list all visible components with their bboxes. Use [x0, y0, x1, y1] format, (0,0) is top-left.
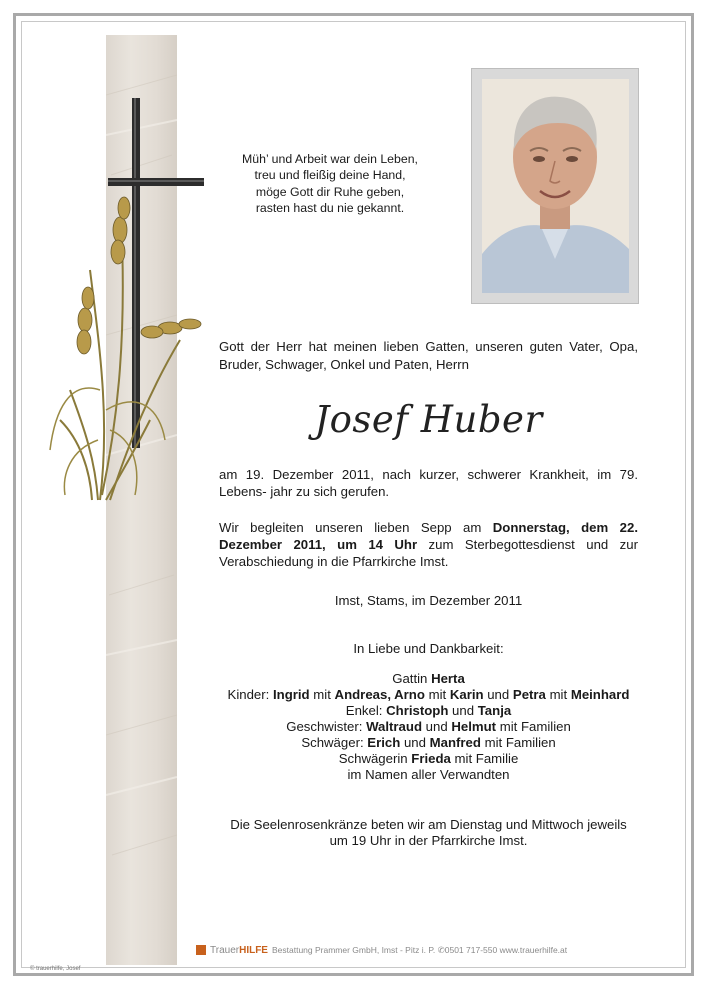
logo-trauer: Trauer	[210, 944, 240, 956]
connector: mit	[545, 687, 571, 702]
rosary-line: um 19 Uhr in der Pfarrkirche Imst.	[329, 833, 528, 848]
suffix: mit Familien	[480, 735, 556, 750]
mourner-name: Herta	[431, 671, 465, 686]
mourner-line	[219, 735, 638, 751]
deceased-name: Josef Huber	[314, 398, 543, 441]
funeral-notice	[219, 519, 638, 570]
closing-line: In Liebe und Dankbarkeit:	[353, 641, 504, 656]
death-notice: am 19. Dezember 2011, nach kurzer, schwerer Krankheit, im 79. Lebens- jahr zu sich gerufen.	[219, 467, 638, 499]
connector: und	[448, 703, 478, 718]
suffix: mit Familie	[450, 751, 519, 766]
portrait-photo	[482, 79, 629, 293]
label: Enkel:	[345, 703, 387, 718]
logo-hilfe: HILFE	[239, 944, 268, 956]
logo-icon	[196, 945, 206, 955]
corner-credit: © trauerhilfe, Josef	[30, 966, 81, 972]
poem-line: rasten hast du nie gekannt.	[255, 201, 405, 216]
footer-text: Bestattung Prammer GmbH, Imst - Pitz i. P. ✆0501 717-550 www.trauerhilfe.at	[271, 944, 568, 955]
mourner-line	[219, 671, 638, 687]
mourner-name: Erich	[367, 735, 401, 750]
label: Geschwister:	[286, 719, 367, 734]
funeral-suffix: zum Sterbegottesdienst und zur Verabschiedung in die Pfarrkirche Imst.	[219, 537, 638, 569]
connector: und	[422, 719, 452, 734]
rosary-line: Die Seelenrosenkränze beten wir am Dienstag und Mittwoch jeweils	[230, 817, 627, 832]
intro-text: Gott der Herr hat meinen lieben Gatten, unseren guten Vater, Opa, Bruder, Schwager, Onkel und Paten, Herrn	[219, 339, 638, 372]
mourners-list	[219, 671, 638, 783]
funeral-date: Donnerstag, dem 22. Dezember 2011, um 14 Uhr	[219, 520, 638, 552]
mourner-name: Ingrid	[272, 687, 310, 702]
portrait-frame	[471, 68, 639, 304]
mourner-name: Petra	[512, 687, 546, 702]
footer	[196, 943, 567, 957]
suffix: mit Familien	[496, 719, 571, 734]
mourner-name: Andreas, Arno	[334, 687, 425, 702]
mourner-line	[219, 703, 638, 719]
poem	[230, 151, 430, 217]
cross-with-wheat-icon	[40, 90, 230, 510]
mourner-line: im Namen aller Verwandten	[347, 767, 510, 782]
rosary-notice	[219, 817, 638, 849]
connector: und	[400, 735, 430, 750]
mourner-name: Tanja	[477, 703, 512, 718]
portrait-image	[482, 79, 629, 293]
poem-line: treu und fleißig deine Hand,	[254, 168, 406, 183]
mourner-name: Karin	[449, 687, 484, 702]
connector: und	[483, 687, 513, 702]
mourner-name: Frieda	[411, 751, 451, 766]
mourner-line	[219, 687, 638, 703]
mourner-name: Manfred	[429, 735, 481, 750]
mourner-name: Waltraud	[366, 719, 423, 734]
poem-line: Müh’ und Arbeit war dein Leben,	[242, 152, 418, 166]
mourner-line	[219, 751, 638, 767]
label: Gattin	[392, 671, 432, 686]
mourner-name: Christoph	[386, 703, 449, 718]
label: Kinder:	[227, 687, 273, 702]
mourner-name: Meinhard	[570, 687, 630, 702]
funeral-prefix: Wir begleiten unseren lieben Sepp am	[219, 520, 493, 535]
label: Schwäger:	[301, 735, 368, 750]
logo	[210, 945, 268, 956]
connector: mit	[309, 687, 335, 702]
poem-line: möge Gott dir Ruhe geben,	[255, 184, 405, 199]
mourner-name: Helmut	[451, 719, 497, 734]
connector: mit	[424, 687, 450, 702]
label: Schwägerin	[338, 751, 412, 766]
place-date: Imst, Stams, im Dezember 2011	[334, 593, 523, 608]
mourner-line	[219, 719, 638, 735]
